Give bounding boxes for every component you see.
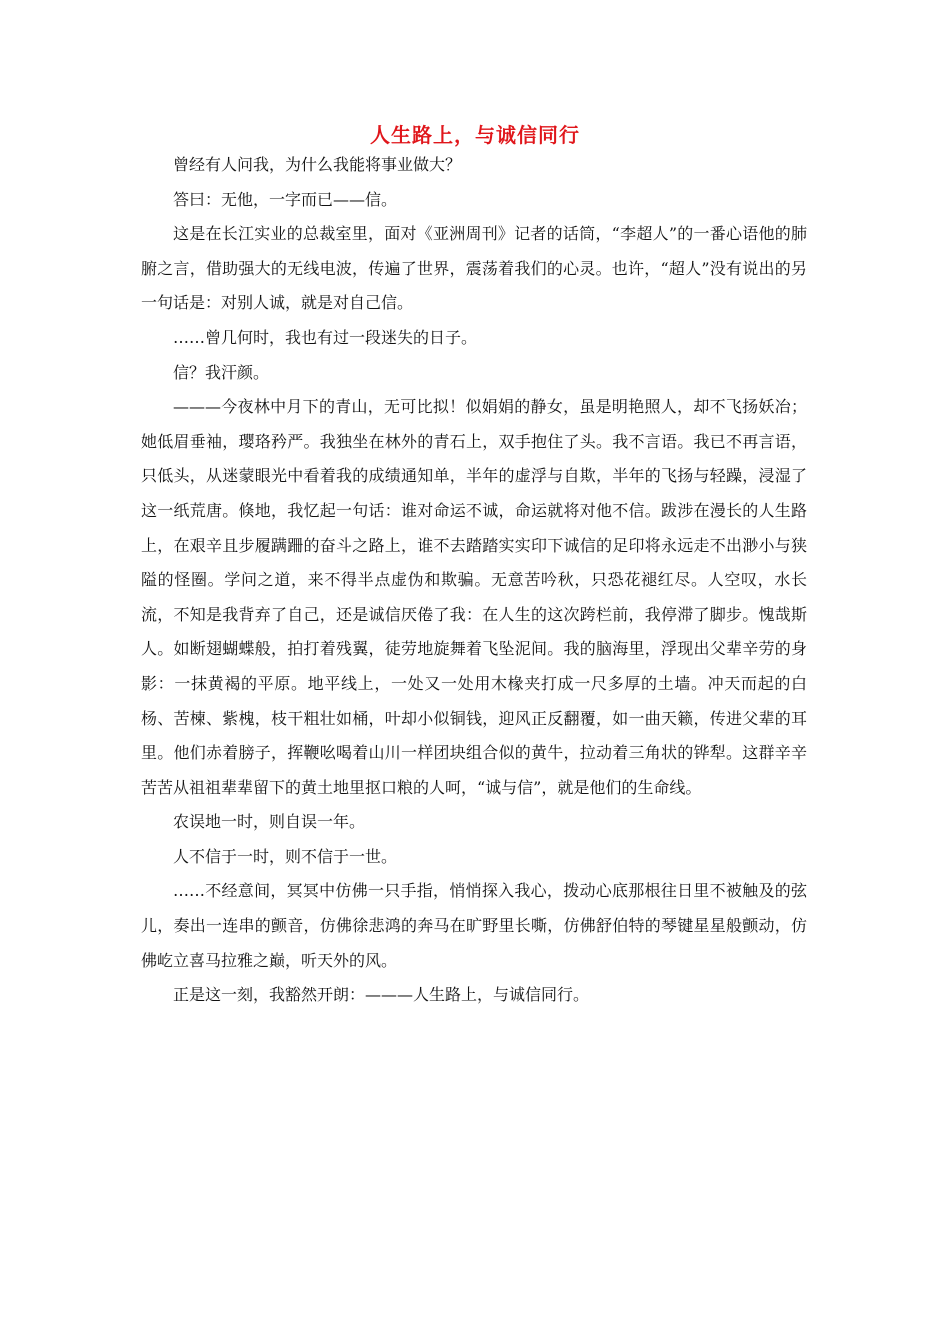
paragraph: ———今夜林中月下的青山，无可比拟！似娟娟的静女，虽是明艳照人，却不飞扬妖冶；她低眉垂袖，璎珞矜严。我独坐在林外的青石上，双手抱住了头。我不言语。我已不再言语，只低头，从迷蒙眼光中看着我的成绩通知单，半年的虚浮与自欺，半年的飞扬与轻躁，浸湿了这一纸荒唐。倏地，我忆起一句话：谁对命运不诚，命运就将对他不信。跋涉在漫长的人生路上，在艰辛且步履蹒跚的奋斗之路上，谁不去踏踏实实印下诚信的足印将永远走不出渺小与狭隘的怪圈。学问之道，来不得半点虚伪和欺骗。无意苦吟秋，只恐花褪红尽。人空叹，水长流，不知是我背弃了自己，还是诚信厌倦了我：在人生的这次跨栏前，我停滞了脚步。愧哉斯人。如断翅蝴蝶般，拍打着残翼，徒劳地旋舞着飞坠泥间。我的脑海里，浮现出父辈辛劳的身影：一抹黄褐的平原。地平线上，一处又一处用木椽夹打成一尺多厚的土墙。冲天而起的白杨、苦楝、紫槐，枝干粗壮如桶，叶却小似铜钱，迎风正反翻覆，如一曲天籁，传进父辈的耳里。他们赤着膀子，挥鞭吆喝着山川一样团块组合似的黄牛，拉动着三角状的铧犁。这群辛辛苦苦从祖祖辈辈留下的黄土地里抠口粮的人呵，“诚与信”，就是他们的生命线。	[141, 397, 807, 797]
paragraph: 信？我汗颜。	[173, 362, 270, 382]
paragraph: 答曰：无他，一字而已——信。	[173, 189, 398, 209]
document-body	[141, 148, 807, 1013]
paragraph: 人不信于一时，则不信于一世。	[173, 846, 398, 866]
document-title: 人生路上，与诚信同行	[370, 123, 580, 147]
paragraph: ……不经意间，冥冥中仿佛一只手指，悄悄探入我心，拨动心底那根往日里不被触及的弦儿，奏出一连串的颤音，仿佛徐悲鸿的奔马在旷野里长嘶，仿佛舒伯特的琴键星星般颤动，仿佛屹立喜马拉雅之巅，听天外的风。	[141, 881, 807, 970]
paragraph: 曾经有人问我，为什么我能将事业做大？	[173, 155, 462, 174]
paragraph: 正是这一刻，我豁然开朗：———人生路上，与诚信同行。	[173, 985, 590, 1005]
paragraph: ……曾几何时，我也有过一段迷失的日子。	[173, 327, 478, 347]
paragraph: 这是在长江实业的总裁室里，面对《亚洲周刊》记者的话筒，“李超人”的一番心语他的肺腑之言，借助强大的无线电波，传遍了世界，震荡着我们的心灵。也许，“超人”没有说出的另一句话是：对别人诚，就是对自己信。	[141, 224, 807, 313]
paragraph: 农误地一时，则自误一年。	[173, 812, 366, 832]
